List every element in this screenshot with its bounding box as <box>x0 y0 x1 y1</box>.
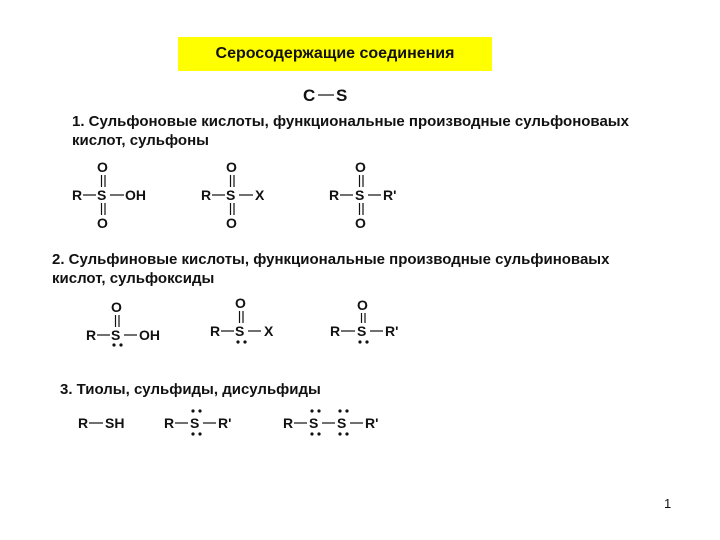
atom-o-top: O <box>97 159 108 175</box>
header-sulfur: S <box>336 86 348 105</box>
atom-sh: SH <box>105 415 125 431</box>
thiol-structure <box>78 415 124 431</box>
atom-o-top: O <box>235 295 246 311</box>
lone-pair-dot <box>317 409 320 412</box>
atom-s: S <box>190 415 200 431</box>
atom-s: S <box>337 415 347 431</box>
atom-oh: OH <box>139 327 160 343</box>
atom-r: R <box>329 187 340 203</box>
lone-pair-dot <box>365 340 368 343</box>
sulfinic-acid-structure <box>86 299 160 347</box>
lone-pair-dot <box>338 432 341 435</box>
atom-r: R <box>210 323 221 339</box>
sulfone-structure <box>329 159 396 231</box>
lone-pair-dot <box>338 409 341 412</box>
atom-s: S <box>97 187 107 203</box>
lone-pair-dot <box>345 432 348 435</box>
page-number: 1 <box>664 496 672 511</box>
sulfinyl-halide-structure <box>210 295 274 344</box>
lone-pair-dot <box>345 409 348 412</box>
disulfide-structure <box>283 409 378 435</box>
lone-pair-dot <box>317 432 320 435</box>
atom-oh: OH <box>125 187 146 203</box>
lone-pair-dot <box>119 343 122 346</box>
lone-pair-dot <box>112 343 115 346</box>
atom-s: S <box>355 187 365 203</box>
atom-x: X <box>255 187 265 203</box>
atom-r: R <box>86 327 97 343</box>
atom-s: S <box>235 323 245 339</box>
lone-pair-dot <box>243 340 246 343</box>
atom-r-prime: R' <box>383 187 397 203</box>
atom-o-bottom: O <box>226 215 237 231</box>
sulfonyl-halide-structure <box>201 159 265 231</box>
atom-s: S <box>111 327 121 343</box>
atom-r-prime: R' <box>385 323 399 339</box>
atom-r: R <box>78 415 89 431</box>
lone-pair-dot <box>198 409 201 412</box>
section1-heading-line2: кислот, сульфоны <box>72 132 209 149</box>
atom-r: R <box>72 187 83 203</box>
lone-pair-dot <box>191 409 194 412</box>
atom-r: R <box>283 415 294 431</box>
section1-heading-line1: 1. Сульфоновые кислоты, функциональные производные сульфоноваых <box>72 113 629 130</box>
section2-heading-line1: 2. Сульфиновые кислоты, функциональные производные сульфиноваых <box>52 251 610 268</box>
atom-x: X <box>264 323 274 339</box>
lone-pair-dot <box>358 340 361 343</box>
c-s-bond-header <box>303 86 347 105</box>
section2-heading-line2: кислот, сульфоксиды <box>52 270 215 287</box>
atom-o-top: O <box>355 159 366 175</box>
sulfoxide-structure <box>330 297 398 344</box>
atom-o-bottom: O <box>355 215 366 231</box>
atom-o-top: O <box>226 159 237 175</box>
lone-pair-dot <box>198 432 201 435</box>
sulfonic-acid-structure <box>72 159 146 231</box>
atom-r-prime: R' <box>365 415 379 431</box>
atom-o-top: O <box>111 299 122 315</box>
page-title: Серосодержащие соединения <box>215 45 455 62</box>
lone-pair-dot <box>191 432 194 435</box>
atom-s: S <box>226 187 236 203</box>
atom-r: R <box>201 187 212 203</box>
atom-o-bottom: O <box>97 215 108 231</box>
header-carbon: C <box>303 86 316 105</box>
sulfide-structure <box>164 409 231 435</box>
atom-s: S <box>309 415 319 431</box>
atom-s: S <box>357 323 367 339</box>
lone-pair-dot <box>236 340 239 343</box>
lone-pair-dot <box>310 409 313 412</box>
atom-r: R <box>164 415 175 431</box>
lone-pair-dot <box>310 432 313 435</box>
atom-r-prime: R' <box>218 415 232 431</box>
atom-o-top: O <box>357 297 368 313</box>
section3-heading-text: 3. Тиолы, сульфиды, дисульфиды <box>60 381 321 398</box>
atom-r: R <box>330 323 341 339</box>
